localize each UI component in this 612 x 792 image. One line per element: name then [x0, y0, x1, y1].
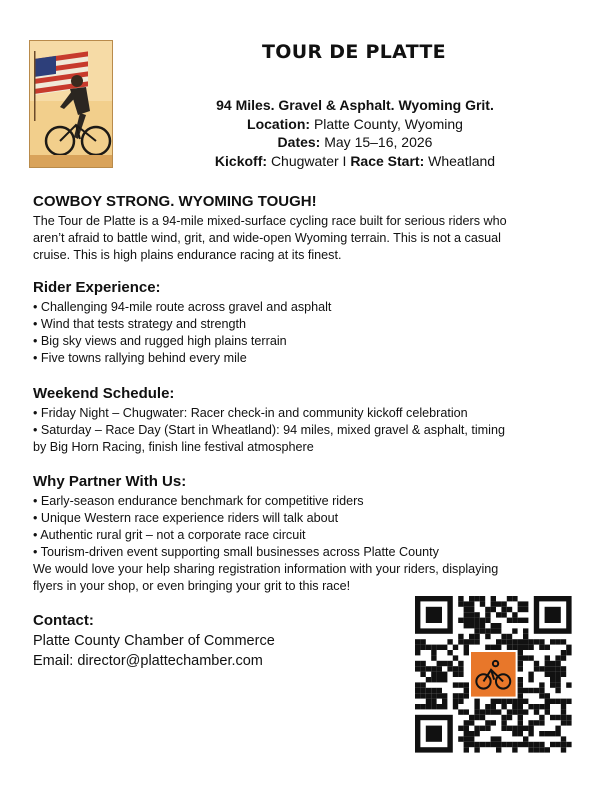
- qr-code-icon: [415, 596, 577, 756]
- schedule-section: [33, 385, 578, 456]
- partner-text: flyers in your shop, or even bringing your grit to this race!: [33, 579, 351, 593]
- schedule-heading: Weekend Schedule:: [33, 385, 175, 402]
- experience-section: [33, 279, 578, 367]
- dates-value: May 15–16, 2026: [324, 134, 433, 150]
- list-item: • Friday Night – Chugwater: Racer check-in and community kickoff celebration: [33, 406, 468, 420]
- list-item: • Saturday – Race Day (Start in Wheatland): 94 miles, mixed gravel & asphalt, timing: [33, 423, 505, 437]
- poster-illustration: [29, 40, 113, 168]
- list-item: • Tourism-driven event supporting small businesses across Platte County: [33, 545, 439, 559]
- location-value: Platte County, Wyoming: [313, 115, 463, 132]
- partner-text: We would love your help sharing registration information with your riders, displaying: [33, 562, 499, 576]
- intro-line: aren’t afraid to battle wind, grit, and wide-open Wyoming terrain. This is not a casual: [33, 231, 501, 245]
- contact-email: Email: director@plattechamber.com: [33, 652, 263, 669]
- list-item: • Authentic rural grit – not a corporate race circuit: [33, 528, 306, 542]
- list-item: • Big sky views and rugged high plains terrain: [33, 334, 287, 348]
- partner-section: [33, 473, 578, 595]
- qr-code[interactable]: [415, 596, 577, 756]
- list-item: by Big Horn Racing, finish line festival atmosphere: [33, 440, 314, 454]
- contact-org: Platte County Chamber of Commerce: [33, 633, 275, 649]
- page-title: TOUR DE PLATTE: [262, 41, 446, 63]
- kickoff-label: Kickoff:: [214, 152, 268, 169]
- contact-section: [33, 612, 275, 671]
- list-item: • Five towns rallying behind every mile: [33, 351, 247, 365]
- intro-line: The Tour de Platte is a 94-mile mixed-surface cycling race built for serious riders who: [33, 214, 507, 228]
- kickoff-value: Chugwater: [270, 152, 339, 169]
- tagline: 94 Miles. Gravel & Asphalt. Wyoming Grit.: [216, 97, 494, 113]
- separator: I: [342, 152, 347, 169]
- event-summary: [150, 96, 560, 170]
- race-start-value: Wheatland: [428, 152, 496, 169]
- dates-label: Dates:: [277, 134, 321, 150]
- contact-heading: Contact:: [33, 612, 94, 629]
- intro-heading: COWBOY STRONG. WYOMING TOUGH!: [33, 193, 317, 210]
- race-start-label: Race Start:: [350, 152, 425, 169]
- list-item: • Unique Western race experience riders will talk about: [33, 511, 339, 525]
- location-label: Location:: [247, 115, 311, 132]
- list-item: • Challenging 94-mile route across gravel and asphalt: [33, 300, 332, 314]
- partner-heading: Why Partner With Us:: [33, 473, 187, 490]
- intro-section: [33, 193, 578, 264]
- cyclist-flag-illustration: [30, 41, 112, 167]
- experience-heading: Rider Experience:: [33, 279, 161, 296]
- list-item: • Wind that tests strategy and strength: [33, 317, 247, 331]
- intro-line: cruise. This is high plains endurance racing at its finest.: [33, 248, 342, 262]
- list-item: • Early-season endurance benchmark for competitive riders: [33, 494, 364, 508]
